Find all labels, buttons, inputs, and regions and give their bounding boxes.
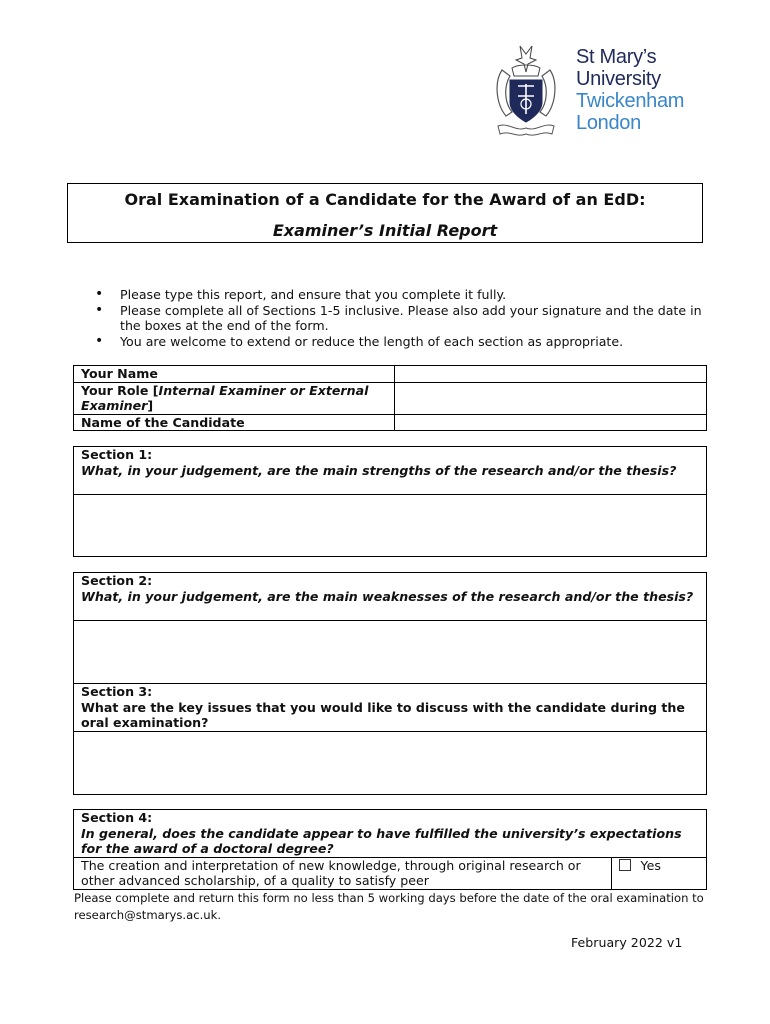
section-2-table: [73, 572, 707, 684]
university-crest-logo: [492, 42, 560, 140]
section-4-header: [74, 810, 707, 858]
wordmark-line-3: Twickenham: [576, 90, 685, 112]
section-1-label: Section 1:: [81, 447, 153, 462]
form-title-box: [67, 183, 703, 243]
section-4-label: Section 4:: [81, 810, 153, 825]
form-subtitle: Examiner’s Initial Report: [272, 221, 498, 240]
your-role-bracket: ]: [147, 398, 154, 413]
instruction-item: • Please type this report, and ensure that you complete it fully.: [95, 287, 715, 303]
submission-note: Please complete and return this form no less than 5 working days before the date of the oral examination to research@stmarys.ac.uk.: [74, 891, 704, 922]
your-name-field[interactable]: [394, 366, 706, 383]
section-2-question: What, in your judgement, are the main weaknesses of the research and/or the thesis?: [81, 588, 694, 604]
form-title: Oral Examination of a Candidate for the Award of an EdD:: [124, 190, 646, 209]
your-role-field[interactable]: [394, 382, 706, 414]
section-3-label: Section 3:: [81, 684, 153, 699]
section-4-yes-option[interactable]: [611, 857, 706, 889]
section-3-answer-box[interactable]: [74, 731, 707, 794]
section-1-header: [74, 447, 707, 495]
section-3-table: [73, 683, 707, 795]
yes-label: Yes: [640, 857, 661, 873]
form-version: February 2022 v1: [571, 935, 683, 950]
wordmark-line-1: St Mary’s: [576, 46, 657, 68]
section-1-table: [73, 446, 707, 557]
wordmark-line-2: University: [576, 68, 661, 90]
university-wordmark: [576, 46, 684, 134]
section-4-question: In general, does the candidate appear to have fulfilled the university’s expectations for the award of a doctoral degree?: [81, 825, 682, 856]
section-2-label: Section 2:: [81, 573, 153, 588]
yes-checkbox[interactable]: [619, 859, 631, 871]
section-1-answer-box[interactable]: [74, 495, 707, 557]
candidate-name-label: Name of the Candidate: [74, 414, 395, 431]
instruction-item: • You are welcome to extend or reduce the length of each section as appropriate.: [95, 334, 715, 350]
instruction-item: • Please complete all of Sections 1-5 inclusive. Please also add your signature and the date in the boxes at the end of the form.: [95, 303, 715, 334]
section-4-criterion: The creation and interpretation of new knowledge, through original research or other advanced scholarship, of a quality to satisfy peer: [74, 857, 612, 889]
section-2-header: [74, 573, 707, 621]
your-role-label: [74, 382, 395, 414]
examiner-info-table: [73, 365, 707, 431]
section-1-question: What, in your judgement, are the main strengths of the research and/or the thesis?: [81, 462, 677, 478]
section-3-question: What are the key issues that you would like to discuss with the candidate during the oral examination?: [81, 699, 685, 730]
section-2-answer-box[interactable]: [74, 621, 707, 684]
wordmark-line-4: London: [576, 112, 641, 134]
section-4-table: [73, 809, 707, 890]
your-name-label: Your Name: [74, 366, 395, 383]
your-role-text: Your Role [: [81, 382, 159, 398]
candidate-name-field[interactable]: [394, 414, 706, 431]
instructions-list: [95, 287, 715, 349]
section-3-header: [74, 684, 707, 732]
your-role-options: Internal Examiner or External Examiner: [81, 382, 369, 413]
